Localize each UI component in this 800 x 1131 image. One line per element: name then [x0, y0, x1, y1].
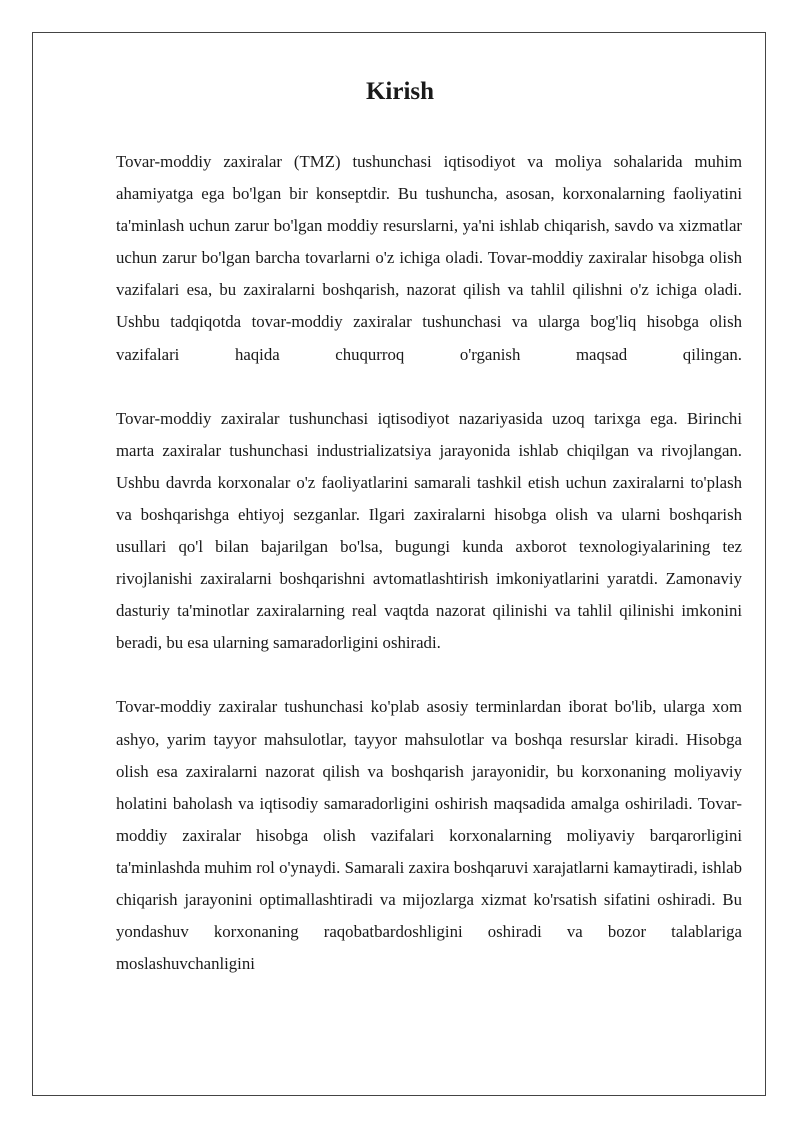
- page-title: Kirish: [365, 78, 435, 105]
- paragraph-2: Tovar-moddiy zaxiralar tushunchasi iqtisodiyot nazariyasida uzoq tarixga ega. Birinchi marta zaxiralar tushunchasi industrializatsiya jarayonida ishlab chiqilgan va rivojlangan. Ushbu davrda korxonalar o'z faoliyatlarini samarali tashkil etish uchun zaxiralarni to'plash va boshqarishga ehtiyoj sezganlar. Ilgari zaxiralarni hisobga olish va ularni boshqarish usullari qo'l bilan bajarilgan bo'lsa, bugungi kunda axborot texnologiyalarining tez rivojlanishi zaxiralarni boshqarishni avtomatlashtirish imkoniyatlarini yaratdi. Zamonaviy dasturiy ta'minotlar zaxiralarning real vaqtda nazorat qilinishi va tahlil qilinishi imkonini beradi, bu esa ularning samaradorligini oshiradi.: [116, 408, 742, 653]
- document-body: [116, 146, 742, 980]
- paragraph-3: Tovar-moddiy zaxiralar tushunchasi ko'plab asosiy terminlardan iborat bo'lib, ularga xom ashyo, yarim tayyor mahsulotlar, tayyor mahsulotlar va boshqa resurslar kiradi. Hisobga olish esa zaxiralarni nazorat qilish va boshqarish jarayonidir, bu korxonaning moliyaviy holatini baholash va iqtisodiy samaradorligini oshirish maqsadida amalga oshiriladi. Tovar-moddiy zaxiralar hisobga olish vazifalari korxonalarning moliyaviy barqarorligini ta'minlashda muhim rol o'ynaydi. Samarali zaxira boshqaruvi xarajatlarni kamaytiradi, ishlab chiqarish jarayonini optimallashtiradi va mijozlarga xizmat ko'rsatish sifatini oshiradi. Bu yondashuv korxonaning raqobatbardoshligini oshiradi va bozor talablariga moslashuvchanligini: [116, 697, 742, 974]
- paragraph-1: Tovar-moddiy zaxiralar (TMZ) tushunchasi iqtisodiyot va moliya sohalarida muhim ahamiyatga ega bo'lgan bir konseptdir. Bu tushuncha, asosan, korxonalarning faoliyatini ta'minlash uchun zarur bo'lgan moddiy resurslarni, ya'ni ishlab chiqarish, savdo va xizmatlar uchun zarur bo'lgan barcha tovarlarni o'z ichiga oladi. Tovar-moddiy zaxiralar hisobga olish vazifalari esa, bu zaxiralarni boshqarish, nazorat qilish va tahlil qilishni o'z ichiga oladi. Ushbu tadqiqotda tovar-moddiy zaxiralar tushunchasi va ularga bog'liq hisobga olish vazifalari haqida chuqurroq o'rganish maqsad qilingan.: [116, 152, 742, 364]
